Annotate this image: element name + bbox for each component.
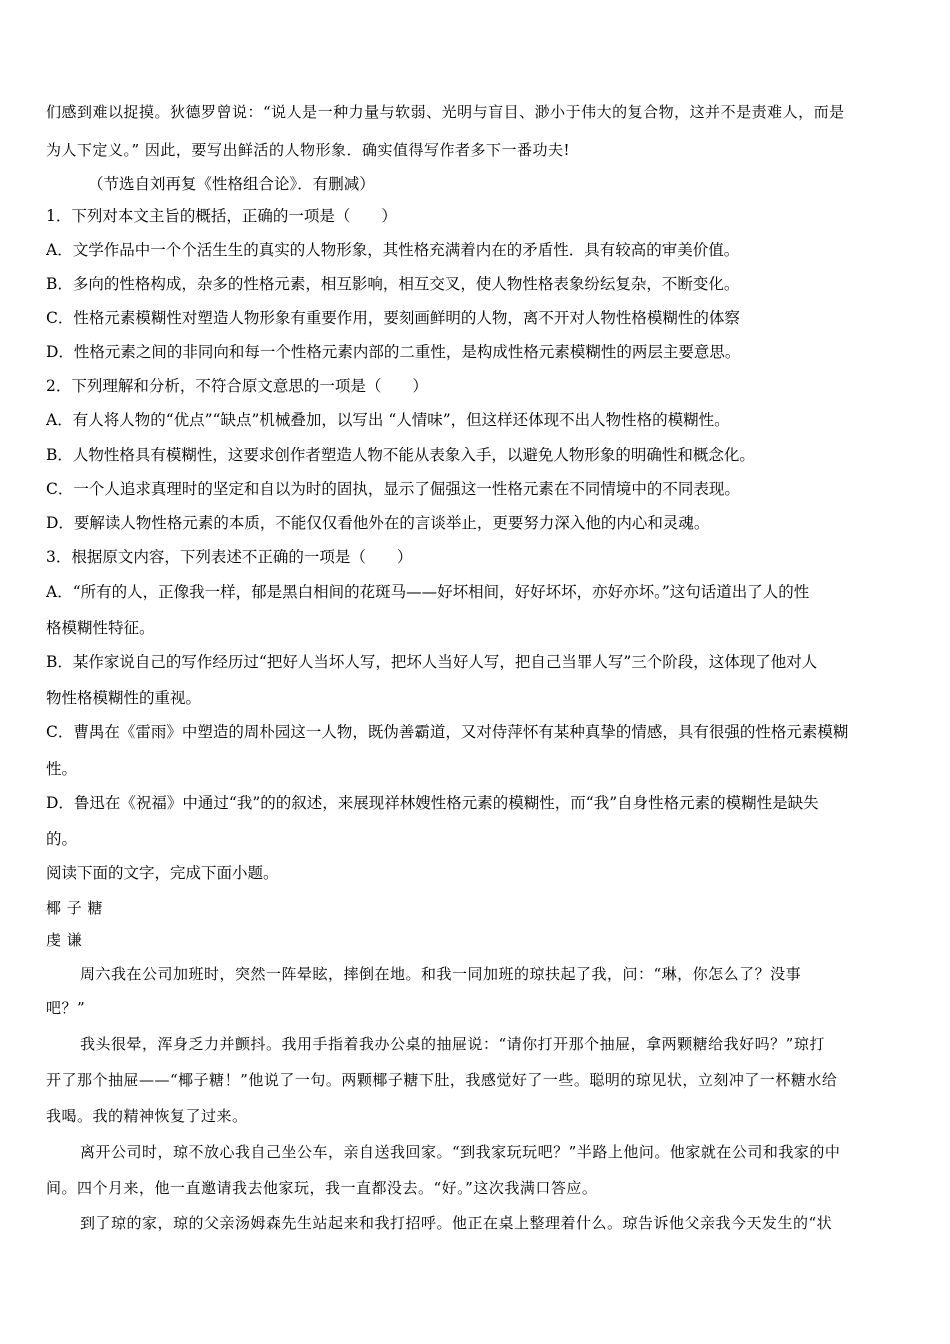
question-2-option-c: C．一个人追求真理时的坚定和自以为时的固执，显示了倔强这一性格元素在不同情境中的不同表现。: [46, 480, 740, 498]
question-1-option-c: C．性格元素模糊性对塑造人物形象有重要作用，要刻画鲜明的人物，离不开对人物性格模糊性的体察: [46, 309, 740, 327]
story-paragraph: 周六我在公司加班时，突然一阵晕眩，摔倒在地。和我一同加班的琼扶起了我，问：“琳，你怎么了？没事: [80, 965, 802, 983]
reading-instruction: 阅读下面的文字，完成下面小题。: [46, 864, 279, 882]
story-paragraph: 到了琼的家，琼的父亲汤姆森先生站起来和我打招呼。他正在桌上整理着什么。琼告诉他父亲我今天发生的“状: [80, 1214, 833, 1232]
question-2-option-b: B．人物性格具有模糊性，这要求创作者塑造人物不能从表象入手，以避免人物形象的明确性和概念化。: [46, 446, 755, 464]
question-2-stem: 2．下列理解和分析，不符合原文意思的一项是（ ）: [46, 377, 428, 395]
passage-line: 们感到难以捉摸。狄德罗曾说：“说人是一种力量与软弱、光明与盲目、渺小于伟大的复合物，这并不是责难人，而是: [46, 103, 845, 121]
question-3-option-a: A．“所有的人，正像我一样，郁是黑白相间的花斑马——好坏相间，好好坏坏，亦好亦坏。”这句话道出了人的性: [46, 583, 810, 601]
question-2-option-a: A．有人将人物的“优点”“缺点”机械叠加，以写出 “人情味”，但这样还体现不出人物性格的模糊性。: [46, 411, 730, 429]
story-title: 椰 子 糖: [46, 899, 104, 917]
story-paragraph: 离开公司时，琼不放心我自己坐公车，亲自送我回家。“到我家玩玩吧？”半路上他问。他家就在公司和我家的中: [80, 1143, 841, 1161]
question-1-option-d: D．性格元素之间的非同向和每一个性格元素内部的二重性，是构成性格元素模糊性的两层主要意思。: [46, 343, 741, 361]
question-3-option-b-cont: 物性格模糊性的重视。: [46, 689, 202, 707]
story-paragraph-cont: 吧？”: [46, 999, 86, 1017]
story-paragraph-cont: 开了那个抽屉——“椰子糖！”他说了一句。两颗椰子糖下肚，我感觉好了一些。聪明的琼见状，立刻冲了一杯糖水给: [46, 1071, 838, 1089]
story-author: 虔 谦: [46, 931, 83, 949]
question-3-option-c-cont: 性。: [46, 760, 78, 778]
question-3-option-b: B．某作家说自己的写作经历过“把好人当坏人写，把坏人当好人写，把自己当罪人写”三个阶段，这体现了他对人: [46, 653, 818, 671]
question-2-option-d: D．要解读人物性格元素的本质，不能仅仅看他外在的言谈举止，更要努力深入他的内心和灵魂。: [46, 514, 710, 532]
question-3-stem: 3．根据原文内容，下列表述不正确的一项是（ ）: [46, 548, 413, 566]
question-3-option-a-cont: 格模糊性特征。: [46, 619, 155, 637]
question-3-option-d-cont: 的。: [46, 830, 78, 848]
source-citation: （节选自刘再复《性格组合论》．有删减）: [88, 175, 375, 193]
story-paragraph-cont: 我喝。我的精神恢复了过来。: [46, 1107, 248, 1125]
question-1-option-a: A．文学作品中一个个活生生的真实的人物形象，其性格充满着内在的矛盾性．具有较高的审美价值。: [46, 241, 740, 259]
question-1-stem: 1．下列对本文主旨的概括，正确的一项是（ ）: [46, 207, 397, 225]
question-3-option-c: C．曹禺在《雷雨》中塑造的周朴园这一人物，既伪善霸道，又对侍萍怀有某种真挚的情感，具有很强的性格元素模糊: [46, 723, 849, 741]
story-paragraph-cont: 间。四个月来，他一直邀请我去他家玩，我一直都没去。“好。”这次我满口答应。: [46, 1179, 598, 1197]
story-paragraph: 我头很晕，浑身乏力并颤抖。我用手指着我办公桌的抽屉说：“请你打开那个抽屉，拿两颗糖给我好吗？”琼打: [80, 1035, 825, 1053]
question-3-option-d: D．鲁迅在《祝福》中通过“我”的的叙述，来展现祥林嫂性格元素的模糊性，而“我”自身性格元素的模糊性是缺失: [46, 794, 819, 812]
question-1-option-b: B．多向的性格构成，杂多的性格元素，相互影响，相互交叉，使人物性格表象纷纭复杂，不断变化。: [46, 275, 740, 293]
passage-line: 为人下定义。” 因此，要写出鲜活的人物形象．确实值得写作者多下一番功夫!: [46, 141, 570, 159]
